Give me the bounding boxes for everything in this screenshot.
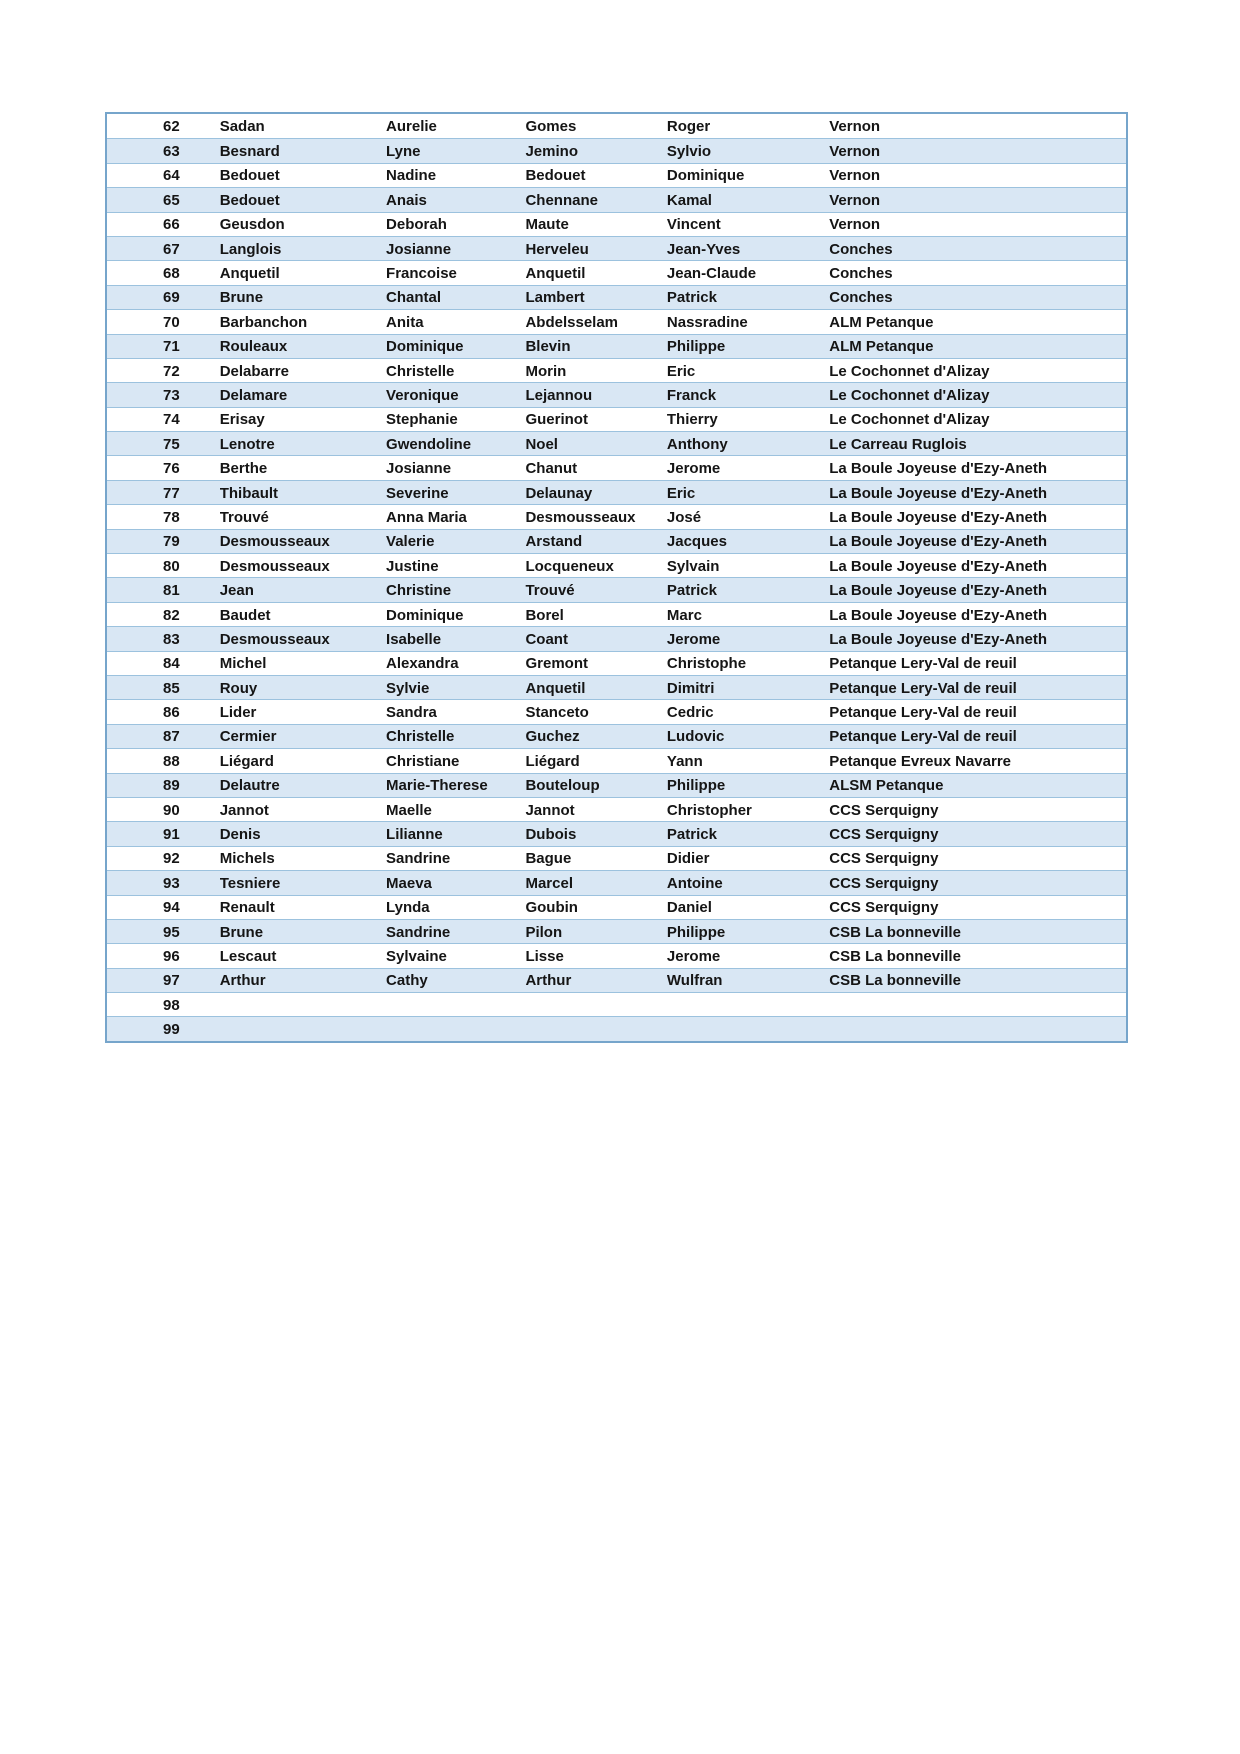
first-name-2-cell	[667, 1029, 829, 1030]
club-cell: La Boule Joyeuse d'Ezy-Aneth	[829, 533, 1048, 550]
first-name-1-cell: Anna Maria	[386, 508, 467, 525]
first-name-1-cell	[386, 1004, 525, 1005]
last-name-2-cell: Delaunay	[525, 484, 593, 501]
row-number-cell: 64	[163, 167, 180, 184]
last-name-1-cell: Trouvé	[219, 508, 269, 525]
table-row	[107, 309, 1126, 333]
row-number-cell: 73	[163, 386, 180, 403]
first-name-1-cell: Deborah	[386, 216, 447, 233]
first-name-1-cell: Anita	[386, 313, 424, 330]
club-cell	[829, 1004, 1126, 1005]
last-name-2-cell: Jannot	[525, 801, 575, 818]
table-row	[107, 504, 1126, 528]
first-name-2-cell: Vincent	[666, 216, 721, 233]
row-number-cell: 74	[163, 411, 180, 428]
last-name-2-cell: Liégard	[525, 752, 580, 769]
last-name-1-cell: Thibault	[219, 484, 279, 501]
table-row	[107, 407, 1126, 431]
row-number-cell: 98	[163, 996, 180, 1013]
last-name-2-cell: Goubin	[525, 899, 578, 916]
first-name-1-cell: Stephanie	[386, 411, 458, 428]
last-name-2-cell: Trouvé	[525, 582, 575, 599]
first-name-2-cell: Anthony	[666, 435, 728, 452]
last-name-1-cell: Desmousseaux	[219, 630, 330, 647]
row-number-cell: 86	[163, 704, 180, 721]
last-name-2-cell: Borel	[525, 606, 564, 623]
last-name-1-cell: Rouy	[219, 679, 258, 696]
club-cell: CCS Serquigny	[829, 801, 939, 818]
last-name-2-cell: Guchez	[525, 728, 580, 745]
first-name-2-cell: Daniel	[666, 899, 712, 916]
first-name-1-cell	[386, 1029, 525, 1030]
last-name-1-cell: Geusdon	[219, 216, 285, 233]
last-name-1-cell: Bedouet	[219, 167, 280, 184]
last-name-1-cell	[220, 1029, 386, 1030]
first-name-1-cell: Christelle	[386, 728, 455, 745]
first-name-1-cell: Aurelie	[386, 118, 437, 135]
row-number-cell: 70	[163, 313, 180, 330]
row-number-cell: 88	[163, 752, 180, 769]
last-name-2-cell: Chanut	[525, 460, 578, 477]
club-cell: Vernon	[829, 216, 881, 233]
last-name-1-cell	[220, 1004, 386, 1005]
table-row	[107, 870, 1126, 894]
first-name-1-cell: Chantal	[386, 289, 442, 306]
table-row	[107, 773, 1126, 797]
row-number-cell: 79	[163, 533, 180, 550]
first-name-2-cell: Eric	[666, 362, 696, 379]
club-cell: Petanque Lery-Val de reuil	[829, 655, 1017, 672]
table-row	[107, 968, 1126, 992]
first-name-1-cell: Sylvaine	[386, 947, 447, 964]
last-name-1-cell: Renault	[219, 899, 275, 916]
last-name-1-cell: Desmousseaux	[219, 557, 330, 574]
license-roster-table	[105, 112, 1128, 1043]
table-row	[107, 480, 1126, 504]
last-name-1-cell: Erisay	[219, 411, 265, 428]
last-name-2-cell: Anquetil	[525, 679, 586, 696]
row-number-cell: 96	[163, 947, 180, 964]
row-number-cell: 62	[163, 118, 180, 135]
row-number-cell: 75	[163, 435, 180, 452]
last-name-1-cell: Delautre	[219, 777, 280, 794]
first-name-2-cell: Philippe	[666, 923, 726, 940]
first-name-1-cell: Severine	[386, 484, 449, 501]
row-number-cell: 90	[163, 801, 180, 818]
first-name-2-cell: Didier	[666, 850, 710, 867]
row-number-cell: 65	[163, 191, 180, 208]
club-cell: Vernon	[829, 143, 881, 160]
club-cell: CSB La bonneville	[829, 947, 961, 964]
last-name-2-cell: Bague	[525, 850, 572, 867]
table-row	[107, 724, 1126, 748]
club-cell: CCS Serquigny	[829, 850, 939, 867]
first-name-2-cell: Franck	[666, 386, 717, 403]
club-cell: Conches	[829, 289, 893, 306]
table-row	[107, 846, 1126, 870]
first-name-1-cell: Anais	[386, 191, 427, 208]
last-name-1-cell: Jannot	[219, 801, 269, 818]
table-row	[107, 651, 1126, 675]
first-name-1-cell: Josianne	[386, 460, 452, 477]
first-name-2-cell: Sylvain	[666, 557, 720, 574]
first-name-1-cell: Dominique	[386, 338, 464, 355]
last-name-1-cell: Langlois	[219, 240, 282, 257]
first-name-2-cell: Dominique	[666, 167, 745, 184]
row-number-cell: 76	[163, 460, 180, 477]
table-row	[107, 797, 1126, 821]
last-name-1-cell: Arthur	[219, 972, 266, 989]
table-row	[107, 212, 1126, 236]
table-row	[107, 919, 1126, 943]
first-name-1-cell: Dominique	[386, 606, 464, 623]
club-cell: Le Cochonnet d'Alizay	[829, 411, 990, 428]
row-number-cell: 99	[163, 1021, 180, 1038]
first-name-2-cell: Antoine	[666, 874, 723, 891]
first-name-1-cell: Isabelle	[386, 630, 442, 647]
club-cell: ALSM Petanque	[829, 777, 944, 794]
last-name-2-cell: Bedouet	[525, 167, 586, 184]
last-name-2-cell: Noel	[525, 435, 558, 452]
table-row	[107, 431, 1126, 455]
first-name-1-cell: Nadine	[386, 167, 437, 184]
club-cell: Le Carreau Ruglois	[829, 435, 967, 452]
row-number-cell: 93	[163, 874, 180, 891]
table-row	[107, 285, 1126, 309]
first-name-1-cell: Maelle	[386, 801, 432, 818]
row-number-cell: 77	[163, 484, 180, 501]
club-cell: Le Cochonnet d'Alizay	[829, 362, 990, 379]
club-cell: CCS Serquigny	[829, 899, 939, 916]
table-row	[107, 748, 1126, 772]
club-cell: Petanque Lery-Val de reuil	[829, 728, 1017, 745]
first-name-2-cell: Ludovic	[666, 728, 725, 745]
first-name-1-cell: Maeva	[386, 874, 432, 891]
club-cell: Conches	[829, 240, 893, 257]
last-name-2-cell: Bouteloup	[525, 777, 600, 794]
first-name-2-cell: Eric	[666, 484, 696, 501]
last-name-1-cell: Anquetil	[219, 265, 280, 282]
last-name-2-cell: Chennane	[525, 191, 598, 208]
row-number-cell: 84	[163, 655, 180, 672]
last-name-2-cell: Lejannou	[525, 386, 593, 403]
last-name-2-cell: Gomes	[525, 118, 577, 135]
first-name-2-cell: Roger	[666, 118, 711, 135]
row-number-cell: 69	[163, 289, 180, 306]
table-row	[107, 821, 1126, 845]
last-name-2-cell: Lambert	[525, 289, 585, 306]
last-name-1-cell: Jean	[219, 582, 254, 599]
first-name-2-cell: Kamal	[666, 191, 712, 208]
row-number-cell: 87	[163, 728, 180, 745]
club-cell: ALM Petanque	[829, 338, 934, 355]
first-name-1-cell: Gwendoline	[386, 435, 472, 452]
club-cell: Petanque Lery-Val de reuil	[829, 679, 1017, 696]
row-number-cell: 85	[163, 679, 180, 696]
first-name-1-cell: Justine	[386, 557, 439, 574]
row-number-cell: 92	[163, 850, 180, 867]
last-name-2-cell: Blevin	[525, 338, 571, 355]
first-name-1-cell: Lyne	[386, 143, 421, 160]
first-name-2-cell: Dimitri	[666, 679, 715, 696]
table-row	[107, 626, 1126, 650]
row-number-cell: 81	[163, 582, 180, 599]
club-cell: La Boule Joyeuse d'Ezy-Aneth	[829, 582, 1048, 599]
last-name-2-cell	[525, 1029, 666, 1030]
club-cell: CCS Serquigny	[829, 874, 939, 891]
row-number-cell: 63	[163, 143, 180, 160]
last-name-2-cell: Stanceto	[525, 704, 589, 721]
last-name-1-cell: Sadan	[219, 118, 265, 135]
first-name-2-cell: Jerome	[666, 947, 721, 964]
last-name-2-cell: Dubois	[525, 826, 577, 843]
table-row	[107, 236, 1126, 260]
table-row	[107, 992, 1126, 1016]
last-name-2-cell: Anquetil	[525, 265, 586, 282]
club-cell: La Boule Joyeuse d'Ezy-Aneth	[829, 557, 1048, 574]
club-cell: Conches	[829, 265, 893, 282]
row-number-cell: 67	[163, 240, 180, 257]
first-name-1-cell: Veronique	[386, 386, 459, 403]
last-name-2-cell: Herveleu	[525, 240, 589, 257]
first-name-2-cell: Christophe	[666, 655, 747, 672]
last-name-1-cell: Tesniere	[219, 874, 281, 891]
row-number-cell: 94	[163, 899, 180, 916]
row-number-cell: 91	[163, 826, 180, 843]
last-name-1-cell: Delabarre	[219, 362, 289, 379]
first-name-2-cell: Jean-Claude	[666, 265, 757, 282]
last-name-1-cell: Berthe	[219, 460, 268, 477]
club-cell: La Boule Joyeuse d'Ezy-Aneth	[829, 630, 1048, 647]
table-row	[107, 577, 1126, 601]
table-row	[107, 943, 1126, 967]
last-name-2-cell: Morin	[525, 362, 567, 379]
row-number-cell: 89	[163, 777, 180, 794]
club-cell	[829, 1029, 1126, 1030]
table-row	[107, 382, 1126, 406]
first-name-2-cell: Philippe	[666, 338, 726, 355]
club-cell: CSB La bonneville	[829, 972, 961, 989]
row-number-cell: 71	[163, 338, 180, 355]
row-number-cell: 97	[163, 972, 180, 989]
club-cell: Petanque Lery-Val de reuil	[829, 704, 1017, 721]
club-cell: La Boule Joyeuse d'Ezy-Aneth	[829, 460, 1048, 477]
club-cell: Vernon	[829, 118, 881, 135]
table-row	[107, 895, 1126, 919]
last-name-2-cell: Jemino	[525, 143, 578, 160]
last-name-2-cell: Guerinot	[525, 411, 588, 428]
row-number-cell: 82	[163, 606, 180, 623]
first-name-1-cell: Lynda	[386, 899, 430, 916]
club-cell: La Boule Joyeuse d'Ezy-Aneth	[829, 606, 1048, 623]
club-cell: Petanque Evreux Navarre	[829, 752, 1011, 769]
last-name-2-cell: Pilon	[525, 923, 563, 940]
last-name-1-cell: Michels	[219, 850, 275, 867]
last-name-2-cell	[525, 1004, 666, 1005]
club-cell: La Boule Joyeuse d'Ezy-Aneth	[829, 508, 1048, 525]
table-row	[107, 553, 1126, 577]
table-row	[107, 138, 1126, 162]
first-name-1-cell: Cathy	[386, 972, 428, 989]
last-name-2-cell: Marcel	[525, 874, 573, 891]
first-name-2-cell: Thierry	[666, 411, 718, 428]
last-name-1-cell: Delamare	[219, 386, 288, 403]
row-number-cell: 95	[163, 923, 180, 940]
row-number-cell: 80	[163, 557, 180, 574]
first-name-2-cell: Cedric	[666, 704, 714, 721]
club-cell: CCS Serquigny	[829, 826, 939, 843]
last-name-2-cell: Lisse	[525, 947, 564, 964]
club-cell: La Boule Joyeuse d'Ezy-Aneth	[829, 484, 1048, 501]
row-number-cell: 78	[163, 508, 180, 525]
table-row	[107, 699, 1126, 723]
first-name-1-cell: Josianne	[386, 240, 452, 257]
row-number-cell: 83	[163, 630, 180, 647]
first-name-2-cell: Patrick	[666, 289, 717, 306]
last-name-2-cell: Arstand	[525, 533, 583, 550]
first-name-2-cell: Philippe	[666, 777, 726, 794]
first-name-2-cell: Jean-Yves	[666, 240, 741, 257]
last-name-1-cell: Michel	[219, 655, 267, 672]
last-name-1-cell: Rouleaux	[219, 338, 288, 355]
club-cell: Vernon	[829, 167, 881, 184]
last-name-1-cell: Brune	[219, 923, 264, 940]
last-name-1-cell: Denis	[219, 826, 261, 843]
first-name-2-cell: Nassradine	[666, 313, 748, 330]
first-name-1-cell: Alexandra	[386, 655, 459, 672]
table-row	[107, 455, 1126, 479]
last-name-1-cell: Desmousseaux	[219, 533, 330, 550]
club-cell: CSB La bonneville	[829, 923, 961, 940]
last-name-1-cell: Besnard	[219, 143, 280, 160]
table-row	[107, 675, 1126, 699]
last-name-1-cell: Cermier	[219, 728, 277, 745]
first-name-1-cell: Marie-Therese	[386, 777, 488, 794]
first-name-2-cell: Marc	[666, 606, 702, 623]
club-cell: ALM Petanque	[829, 313, 934, 330]
last-name-2-cell: Locqueneux	[525, 557, 614, 574]
table-row	[107, 1016, 1126, 1040]
last-name-2-cell: Coant	[525, 630, 568, 647]
last-name-1-cell: Bedouet	[219, 191, 280, 208]
table-row	[107, 187, 1126, 211]
first-name-1-cell: Sandrine	[386, 923, 451, 940]
last-name-1-cell: Lescaut	[219, 947, 277, 964]
last-name-2-cell: Desmousseaux	[525, 508, 636, 525]
last-name-1-cell: Barbanchon	[219, 313, 308, 330]
first-name-2-cell: Christopher	[666, 801, 752, 818]
table-row	[107, 334, 1126, 358]
last-name-2-cell: Arthur	[525, 972, 572, 989]
first-name-1-cell: Francoise	[386, 265, 457, 282]
last-name-1-cell: Liégard	[219, 752, 274, 769]
last-name-2-cell: Maute	[525, 216, 569, 233]
first-name-2-cell: Jacques	[666, 533, 727, 550]
first-name-1-cell: Christelle	[386, 362, 455, 379]
table-row	[107, 114, 1126, 138]
first-name-2-cell: Wulfran	[666, 972, 723, 989]
first-name-1-cell: Christiane	[386, 752, 460, 769]
table-row	[107, 163, 1126, 187]
first-name-2-cell: Patrick	[666, 826, 717, 843]
first-name-2-cell: Patrick	[666, 582, 717, 599]
first-name-1-cell: Lilianne	[386, 826, 443, 843]
row-number-cell: 68	[163, 265, 180, 282]
first-name-1-cell: Sandrine	[386, 850, 451, 867]
club-cell: Vernon	[829, 191, 881, 208]
first-name-2-cell: Yann	[666, 752, 703, 769]
table-row	[107, 529, 1126, 553]
table-row	[107, 260, 1126, 284]
first-name-2-cell: José	[666, 508, 702, 525]
club-cell: Le Cochonnet d'Alizay	[829, 386, 990, 403]
last-name-2-cell: Abdelsselam	[525, 313, 619, 330]
last-name-1-cell: Lider	[219, 704, 257, 721]
last-name-1-cell: Baudet	[219, 606, 271, 623]
table-row	[107, 602, 1126, 626]
first-name-1-cell: Sylvie	[386, 679, 430, 696]
first-name-2-cell: Sylvio	[666, 143, 712, 160]
first-name-2-cell: Jerome	[666, 460, 721, 477]
last-name-1-cell: Brune	[219, 289, 264, 306]
first-name-2-cell: Jerome	[666, 630, 721, 647]
last-name-1-cell: Lenotre	[219, 435, 275, 452]
first-name-1-cell: Christine	[386, 582, 452, 599]
table-row	[107, 358, 1126, 382]
first-name-2-cell	[667, 1004, 829, 1005]
first-name-1-cell: Valerie	[386, 533, 435, 550]
last-name-2-cell: Gremont	[525, 655, 588, 672]
row-number-cell: 72	[163, 362, 180, 379]
first-name-1-cell: Sandra	[386, 704, 437, 721]
row-number-cell: 66	[163, 216, 180, 233]
